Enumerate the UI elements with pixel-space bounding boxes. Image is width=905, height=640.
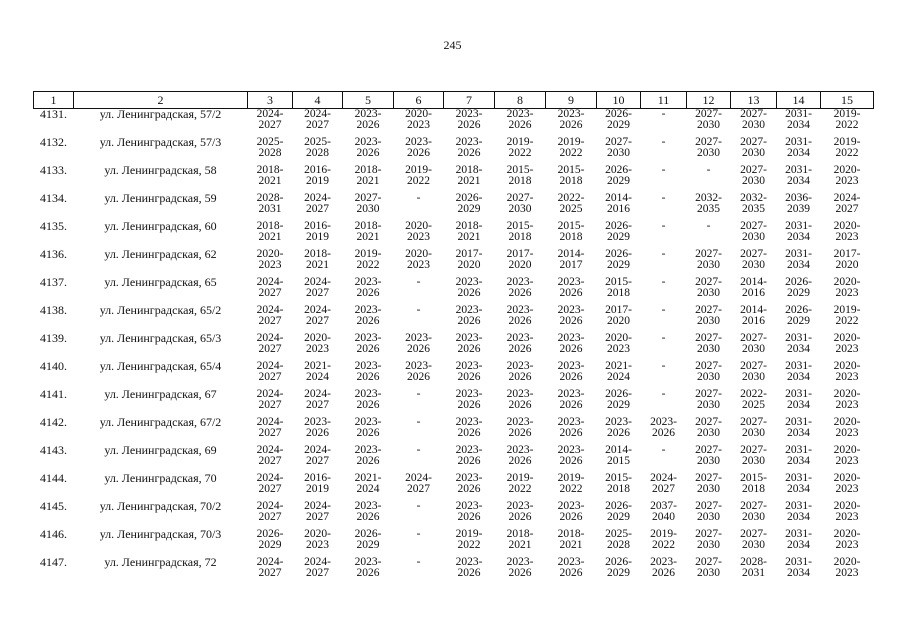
year-range-cell: 2017- 2020	[506, 248, 534, 271]
address-cell: ул. Ленинградская, 67	[104, 387, 217, 401]
year-range-cell: 2027- 2030	[740, 220, 767, 243]
year-range-cell: 2023- 2026	[506, 556, 534, 579]
year-range-cell: 2027- 2030	[740, 500, 767, 523]
address-cell: ул. Ленинградская, 69	[104, 443, 217, 457]
table-row	[34, 557, 874, 585]
year-range-cell: -	[416, 556, 421, 568]
row-number: 4139.	[40, 331, 67, 345]
year-range-cell: 2023- 2026	[557, 444, 585, 467]
table-row	[34, 501, 874, 529]
column-header: 6	[394, 92, 444, 109]
year-range-cell: 2017- 2020	[605, 304, 632, 327]
year-range-cell: 2014- 2016	[605, 192, 632, 215]
year-range-cell: 2019- 2022	[455, 528, 483, 551]
table-row	[34, 445, 874, 473]
year-range-cell: 2028- 2031	[256, 192, 284, 215]
column-header: 13	[731, 92, 777, 109]
year-range-cell: 2022- 2025	[557, 192, 585, 215]
address-cell: ул. Ленинградская, 65/3	[99, 331, 222, 345]
year-range-cell: 2031- 2034	[785, 444, 812, 467]
year-range-cell: 2018- 2021	[304, 248, 331, 271]
year-range-cell: 2026- 2029	[605, 556, 632, 579]
year-range-cell: 2026- 2029	[354, 528, 382, 551]
year-range-cell: 2024- 2027	[304, 500, 331, 523]
year-range-cell: 2027- 2030	[740, 528, 767, 551]
year-range-cell: 2027- 2030	[695, 332, 722, 355]
year-range-cell: 2020- 2023	[833, 500, 861, 523]
table-row	[34, 473, 874, 501]
year-range-cell: 2020- 2023	[405, 108, 432, 131]
year-range-cell: 2027- 2030	[506, 192, 534, 215]
year-range-cell: 2023- 2026	[557, 500, 585, 523]
year-range-cell: 2020- 2023	[833, 164, 861, 187]
year-range-cell: 2020- 2023	[833, 556, 861, 579]
year-range-cell: 2024- 2027	[256, 556, 284, 579]
year-range-cell: 2023- 2026	[354, 416, 382, 439]
row-number: 4146.	[40, 527, 67, 541]
year-range-cell: 2015- 2018	[557, 220, 585, 243]
year-range-cell: 2023- 2026	[354, 444, 382, 467]
year-range-cell: 2019- 2022	[650, 528, 677, 551]
year-range-cell: 2018- 2021	[455, 164, 483, 187]
year-range-cell: 2027- 2030	[740, 164, 767, 187]
year-range-cell: 2018- 2021	[455, 220, 483, 243]
year-range-cell: 2031- 2034	[785, 528, 812, 551]
year-range-cell: 2026- 2029	[605, 220, 632, 243]
year-range-cell: 2031- 2034	[785, 220, 812, 243]
year-range-cell: 2025- 2028	[304, 136, 331, 159]
year-range-cell: 2023- 2026	[557, 276, 585, 299]
year-range-cell: 2027- 2030	[695, 556, 722, 579]
year-range-cell: 2023- 2026	[506, 304, 534, 327]
table-row	[34, 165, 874, 193]
year-range-cell: 2026- 2029	[785, 304, 812, 327]
year-range-cell: 2024- 2027	[304, 192, 331, 215]
year-range-cell: -	[661, 444, 666, 456]
year-range-cell: 2031- 2034	[785, 136, 812, 159]
year-range-cell: 2023- 2026	[506, 360, 534, 383]
year-range-cell: -	[416, 388, 421, 400]
address-cell: ул. Ленинградская, 65/4	[99, 359, 222, 373]
year-range-cell: 2020- 2023	[833, 388, 861, 411]
year-range-cell: 2023- 2026	[506, 500, 534, 523]
year-range-cell: -	[661, 192, 666, 204]
row-number: 4131.	[40, 107, 67, 121]
year-range-cell: 2015- 2018	[506, 164, 534, 187]
year-range-cell: 2016- 2019	[304, 472, 331, 495]
year-range-cell: 2027- 2030	[695, 416, 722, 439]
column-header: 7	[444, 92, 495, 109]
year-range-cell: 2023- 2026	[506, 444, 534, 467]
address-cell: ул. Ленинградская, 62	[104, 247, 217, 261]
year-range-cell: -	[416, 276, 421, 288]
year-range-cell: 2023- 2026	[557, 388, 585, 411]
address-cell: ул. Ленинградская, 70/2	[99, 499, 222, 513]
year-range-cell: 2015- 2018	[740, 472, 767, 495]
year-range-cell: 2026- 2029	[785, 276, 812, 299]
year-range-cell: 2023- 2026	[506, 416, 534, 439]
year-range-cell: 2032- 2035	[740, 192, 767, 215]
year-range-cell: 2023- 2026	[455, 108, 483, 131]
year-range-cell: 2031- 2034	[785, 388, 812, 411]
year-range-cell: -	[416, 528, 421, 540]
year-range-cell: 2024- 2027	[650, 472, 677, 495]
table-row	[34, 137, 874, 165]
year-range-cell: 2026- 2029	[455, 192, 483, 215]
year-range-cell: 2023- 2026	[304, 416, 331, 439]
year-range-cell: 2024- 2027	[256, 304, 284, 327]
year-range-cell: 2014- 2016	[740, 304, 767, 327]
year-range-cell: 2020- 2023	[256, 248, 284, 271]
year-range-cell: 2031- 2034	[785, 500, 812, 523]
table-row	[34, 529, 874, 557]
year-range-cell: 2019- 2022	[557, 136, 585, 159]
year-range-cell: 2027- 2030	[605, 136, 632, 159]
year-range-cell: 2031- 2034	[785, 416, 812, 439]
year-range-cell: 2031- 2034	[785, 332, 812, 355]
year-range-cell: 2021- 2024	[304, 360, 331, 383]
year-range-cell: 2031- 2034	[785, 164, 812, 187]
year-range-cell: 2025- 2028	[256, 136, 284, 159]
year-range-cell: 2023- 2026	[506, 108, 534, 131]
year-range-cell: 2023- 2026	[650, 416, 677, 439]
row-number: 4145.	[40, 499, 67, 513]
year-range-cell: 2024- 2027	[304, 388, 331, 411]
year-range-cell: 2020- 2023	[304, 332, 331, 355]
column-header: 9	[546, 92, 597, 109]
year-range-cell: 2027- 2030	[695, 108, 722, 131]
year-range-cell: 2023- 2026	[506, 388, 534, 411]
year-range-cell: 2015- 2018	[605, 472, 632, 495]
column-header: 11	[641, 92, 687, 109]
year-range-cell: 2015- 2018	[605, 276, 632, 299]
year-range-cell: 2024- 2027	[304, 108, 331, 131]
year-range-cell: 2027- 2030	[740, 248, 767, 271]
year-range-cell: 2024- 2027	[256, 416, 284, 439]
year-range-cell: 2014- 2016	[740, 276, 767, 299]
year-range-cell: 2023- 2026	[650, 556, 677, 579]
year-range-cell: 2024- 2027	[256, 276, 284, 299]
year-range-cell: 2024- 2027	[304, 276, 331, 299]
year-range-cell: 2026- 2029	[605, 108, 632, 131]
year-range-cell: -	[661, 332, 666, 344]
year-range-cell: -	[416, 304, 421, 316]
year-range-cell: 2018- 2021	[256, 164, 284, 187]
year-range-cell: 2027- 2030	[740, 136, 767, 159]
year-range-cell: 2023- 2026	[455, 556, 483, 579]
year-range-cell: -	[416, 192, 421, 204]
year-range-cell: 2023- 2026	[354, 332, 382, 355]
year-range-cell: 2023- 2026	[354, 108, 382, 131]
year-range-cell: 2026- 2029	[605, 388, 632, 411]
row-number: 4138.	[40, 303, 67, 317]
address-cell: ул. Ленинградская, 72	[104, 555, 217, 569]
year-range-cell: 2027- 2030	[695, 472, 722, 495]
column-header: 1	[34, 92, 74, 109]
year-range-cell: -	[661, 248, 666, 260]
year-range-cell: -	[661, 136, 666, 148]
column-header: 15	[821, 92, 874, 109]
year-range-cell: 2024- 2027	[256, 360, 284, 383]
year-range-cell: -	[661, 220, 666, 232]
address-cell: ул. Ленинградская, 60	[104, 219, 217, 233]
year-range-cell: 2024- 2027	[256, 444, 284, 467]
year-range-cell: 2023- 2026	[455, 500, 483, 523]
year-range-cell: 2017- 2020	[455, 248, 483, 271]
table-row	[34, 193, 874, 221]
data-table	[33, 91, 874, 585]
year-range-cell: 2027- 2030	[695, 304, 722, 327]
year-range-cell: 2024- 2027	[256, 472, 284, 495]
year-range-cell: 2020- 2023	[833, 472, 861, 495]
year-range-cell: 2016- 2019	[304, 220, 331, 243]
header-row	[34, 92, 874, 109]
year-range-cell: 2023- 2026	[455, 136, 483, 159]
year-range-cell: 2031- 2034	[785, 248, 812, 271]
column-header: 12	[687, 92, 731, 109]
year-range-cell: 2023- 2026	[405, 136, 432, 159]
year-range-cell: 2027- 2030	[695, 248, 722, 271]
row-number: 4140.	[40, 359, 67, 373]
year-range-cell: 2019- 2022	[557, 472, 585, 495]
year-range-cell: 2021- 2024	[605, 360, 632, 383]
year-range-cell: 2031- 2034	[785, 556, 812, 579]
year-range-cell: 2023- 2026	[405, 360, 432, 383]
year-range-cell: 2026- 2029	[605, 500, 632, 523]
year-range-cell: 2028- 2031	[740, 556, 767, 579]
row-number: 4136.	[40, 247, 67, 261]
year-range-cell: -	[661, 360, 666, 372]
page-number: 245	[443, 38, 462, 52]
year-range-cell: 2014- 2017	[557, 248, 585, 271]
year-range-cell: 2024- 2027	[256, 500, 284, 523]
table-row	[34, 333, 874, 361]
year-range-cell: 2023- 2026	[455, 388, 483, 411]
year-range-cell: 2020- 2023	[833, 528, 861, 551]
row-number: 4144.	[40, 471, 67, 485]
table-row	[34, 389, 874, 417]
year-range-cell: 2023- 2026	[605, 416, 632, 439]
table-row	[34, 249, 874, 277]
year-range-cell: 2027- 2030	[740, 444, 767, 467]
table-row	[34, 361, 874, 389]
year-range-cell: -	[706, 164, 711, 176]
table-row	[34, 221, 874, 249]
year-range-cell: 2024- 2027	[256, 108, 284, 131]
column-header: 4	[293, 92, 343, 109]
year-range-cell: 2020- 2023	[833, 360, 861, 383]
column-header: 5	[343, 92, 394, 109]
table-row	[34, 417, 874, 445]
row-number: 4135.	[40, 219, 67, 233]
year-range-cell: 2023- 2026	[354, 136, 382, 159]
year-range-cell: 2026- 2029	[605, 164, 632, 187]
year-range-cell: 2023- 2026	[455, 360, 483, 383]
year-range-cell: 2016- 2019	[304, 164, 331, 187]
year-range-cell: 2020- 2023	[405, 220, 432, 243]
year-range-cell: 2031- 2034	[785, 472, 812, 495]
year-range-cell: -	[416, 444, 421, 456]
row-number: 4142.	[40, 415, 67, 429]
address-cell: ул. Ленинградская, 65	[104, 275, 217, 289]
table-row	[34, 277, 874, 305]
year-range-cell: 2023- 2026	[557, 416, 585, 439]
table-row	[34, 305, 874, 333]
row-number: 4147.	[40, 555, 67, 569]
year-range-cell: 2023- 2026	[354, 304, 382, 327]
year-range-cell: 2020- 2023	[833, 220, 861, 243]
row-number: 4134.	[40, 191, 67, 205]
year-range-cell: -	[416, 500, 421, 512]
year-range-cell: 2015- 2018	[557, 164, 585, 187]
year-range-cell: 2018- 2021	[557, 528, 585, 551]
year-range-cell: 2024- 2027	[304, 556, 331, 579]
year-range-cell: 2019- 2022	[405, 164, 432, 187]
year-range-cell: 2019- 2022	[506, 136, 534, 159]
year-range-cell: 2025- 2028	[605, 528, 632, 551]
year-range-cell: 2027- 2030	[695, 528, 722, 551]
column-header: 3	[248, 92, 293, 109]
year-range-cell: 2019- 2022	[833, 108, 861, 131]
year-range-cell: 2015- 2018	[506, 220, 534, 243]
year-range-cell: 2027- 2030	[740, 108, 767, 131]
year-range-cell: -	[706, 220, 711, 232]
year-range-cell: 2018- 2021	[354, 220, 382, 243]
year-range-cell: 2027- 2030	[695, 444, 722, 467]
year-range-cell: 2023- 2026	[506, 276, 534, 299]
year-range-cell: 2023- 2026	[354, 556, 382, 579]
year-range-cell: 2023- 2026	[455, 304, 483, 327]
year-range-cell: 2027- 2030	[740, 416, 767, 439]
year-range-cell: 2019- 2022	[833, 136, 861, 159]
year-range-cell: 2023- 2026	[455, 276, 483, 299]
row-number: 4137.	[40, 275, 67, 289]
year-range-cell: 2024- 2027	[833, 192, 861, 215]
year-range-cell: 2023- 2026	[455, 444, 483, 467]
row-number: 4143.	[40, 443, 67, 457]
address-cell: ул. Ленинградская, 58	[104, 163, 217, 177]
year-range-cell: 2020- 2023	[304, 528, 331, 551]
year-range-cell: 2027- 2030	[695, 500, 722, 523]
year-range-cell: 2022- 2025	[740, 388, 767, 411]
address-cell: ул. Ленинградская, 65/2	[99, 303, 222, 317]
year-range-cell: 2026- 2029	[256, 528, 284, 551]
year-range-cell: -	[661, 276, 666, 288]
year-range-cell: 2027- 2030	[354, 192, 382, 215]
year-range-cell: 2023- 2026	[455, 332, 483, 355]
year-range-cell: 2023- 2026	[354, 360, 382, 383]
year-range-cell: -	[416, 416, 421, 428]
year-range-cell: 2024- 2027	[304, 304, 331, 327]
address-cell: ул. Ленинградская, 67/2	[99, 415, 222, 429]
year-range-cell: -	[661, 164, 666, 176]
year-range-cell: -	[661, 108, 666, 120]
year-range-cell: 2020- 2023	[833, 444, 861, 467]
column-header: 10	[597, 92, 641, 109]
table-row	[34, 109, 874, 138]
year-range-cell: 2019- 2022	[354, 248, 382, 271]
year-range-cell: 2019- 2022	[506, 472, 534, 495]
year-range-cell: 2020- 2023	[605, 332, 632, 355]
year-range-cell: 2026- 2029	[605, 248, 632, 271]
year-range-cell: 2027- 2030	[695, 276, 722, 299]
year-range-cell: 2014- 2015	[605, 444, 632, 467]
year-range-cell: 2018- 2021	[354, 164, 382, 187]
year-range-cell: 2020- 2023	[833, 332, 861, 355]
year-range-cell: 2021- 2024	[354, 472, 382, 495]
year-range-cell: 2023- 2026	[354, 388, 382, 411]
year-range-cell: 2023- 2026	[354, 500, 382, 523]
year-range-cell: 2024- 2027	[304, 444, 331, 467]
year-range-cell: 2024- 2027	[256, 388, 284, 411]
year-range-cell: -	[661, 304, 666, 316]
year-range-cell: 2027- 2030	[740, 360, 767, 383]
year-range-cell: 2023- 2026	[506, 332, 534, 355]
year-range-cell: 2031- 2034	[785, 360, 812, 383]
year-range-cell: 2031- 2034	[785, 108, 812, 131]
row-number: 4141.	[40, 387, 67, 401]
year-range-cell: 2020- 2023	[405, 248, 432, 271]
year-range-cell: 2020- 2023	[833, 276, 861, 299]
year-range-cell: 2024- 2027	[405, 472, 432, 495]
row-number: 4133.	[40, 163, 67, 177]
column-header: 2	[74, 92, 248, 109]
year-range-cell: 2023- 2026	[557, 332, 585, 355]
year-range-cell: 2024- 2027	[256, 332, 284, 355]
address-cell: ул. Ленинградская, 57/3	[99, 135, 222, 149]
year-range-cell: 2023- 2026	[557, 108, 585, 131]
year-range-cell: 2023- 2026	[455, 416, 483, 439]
year-range-cell: 2023- 2026	[557, 304, 585, 327]
address-cell: ул. Ленинградская, 57/2	[99, 107, 222, 121]
year-range-cell: 2027- 2030	[695, 360, 722, 383]
year-range-cell: 2032- 2035	[695, 192, 722, 215]
year-range-cell: 2023- 2026	[557, 556, 585, 579]
year-range-cell: 2023- 2026	[354, 276, 382, 299]
row-number: 4132.	[40, 135, 67, 149]
column-header: 8	[495, 92, 546, 109]
address-cell: ул. Ленинградская, 70	[104, 471, 217, 485]
year-range-cell: -	[661, 388, 666, 400]
year-range-cell: 2037- 2040	[650, 500, 677, 523]
address-cell: ул. Ленинградская, 70/3	[99, 527, 222, 541]
year-range-cell: 2020- 2023	[833, 416, 861, 439]
year-range-cell: 2027- 2030	[695, 388, 722, 411]
year-range-cell: 2023- 2026	[557, 360, 585, 383]
year-range-cell: 2036- 2039	[785, 192, 812, 215]
year-range-cell: 2019- 2022	[833, 304, 861, 327]
year-range-cell: 2017- 2020	[833, 248, 861, 271]
year-range-cell: 2027- 2030	[740, 332, 767, 355]
year-range-cell: 2018- 2021	[256, 220, 284, 243]
address-cell: ул. Ленинградская, 59	[104, 191, 217, 205]
year-range-cell: 2027- 2030	[695, 136, 722, 159]
year-range-cell: 2018- 2021	[506, 528, 534, 551]
year-range-cell: 2023- 2026	[455, 472, 483, 495]
column-header: 14	[777, 92, 821, 109]
year-range-cell: 2023- 2026	[405, 332, 432, 355]
